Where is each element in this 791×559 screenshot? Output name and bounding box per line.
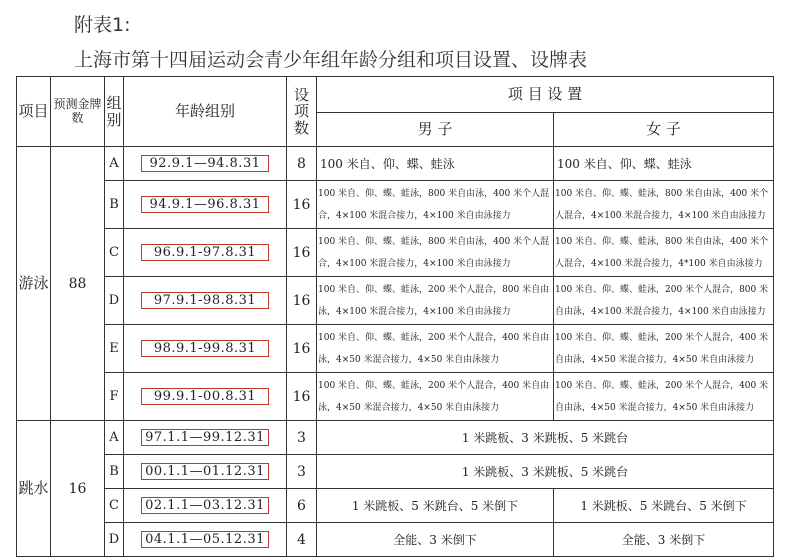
age-range: 99.9.1-00.8.31 xyxy=(141,388,269,405)
age-range: 02.1.1—03.12.31 xyxy=(141,497,269,514)
female-events: 100 米自、仰、蝶、蛙泳 xyxy=(554,147,774,181)
age-range: 00.1.1—01.12.31 xyxy=(141,463,269,480)
appendix-label: 附表1: xyxy=(74,14,131,36)
table-row xyxy=(17,229,774,277)
male-events: 100 米自、仰、蝶、蛙泳，200 米个人混合，800 米自由泳，4×100 米混合接力，4×100 米自由泳接力 xyxy=(317,277,554,325)
table-row xyxy=(17,277,774,325)
event-count: 6 xyxy=(287,489,317,523)
event-count: 16 xyxy=(287,277,317,325)
age-range: 97.9.1-98.8.31 xyxy=(141,292,269,309)
male-events: 100 米自、仰、蝶、蛙泳，200 米个人混合，400 米自由泳，4×50 米混合接力，4×50 米自由泳接力 xyxy=(317,373,554,421)
age-range: 98.9.1-99.8.31 xyxy=(141,340,269,357)
group-cell: D xyxy=(105,277,124,325)
male-events: 1 米跳板、5 米跳台、5 米倒下 xyxy=(317,489,554,523)
female-events: 100 米自、仰、蝶、蛙泳，800 米自由泳，400 米个人混合，4×100 米混合接力，4×100 米自由泳接力 xyxy=(554,181,774,229)
header-gold: 预测金牌数 xyxy=(51,77,105,147)
female-events: 100 米自、仰、蝶、蛙泳，200 米个人混合，800 米自由泳，4×100 米混合接力，4×100 米自由泳接力 xyxy=(554,277,774,325)
table-row xyxy=(17,489,774,523)
table-row xyxy=(17,455,774,489)
table-row xyxy=(17,181,774,229)
combined-events: 1 米跳板、3 米跳板、5 米跳台 xyxy=(317,421,774,455)
group-cell: A xyxy=(105,147,124,181)
age-range: 97.1.1—99.12.31 xyxy=(141,429,269,446)
table-row xyxy=(17,523,774,557)
header-male: 男 子 xyxy=(317,113,554,147)
event-count: 16 xyxy=(287,325,317,373)
event-count: 16 xyxy=(287,181,317,229)
combined-events: 1 米跳板、3 米跳板、5 米跳台 xyxy=(317,455,774,489)
male-events: 100 米自、仰、蝶、蛙泳 xyxy=(317,147,554,181)
header-count: 设项数 xyxy=(287,77,317,147)
group-cell: C xyxy=(105,229,124,277)
gold-swimming: 88 xyxy=(51,147,105,421)
male-events: 100 米自、仰、蝶、蛙泳，800 米自由泳，400 米个人混合，4×100 米混合接力，4×100 米自由泳接力 xyxy=(317,229,554,277)
events-table xyxy=(16,76,774,557)
female-events: 1 米跳板、5 米跳台、5 米倒下 xyxy=(554,489,774,523)
female-events: 全能、3 米倒下 xyxy=(554,523,774,557)
header-age: 年龄组别 xyxy=(124,77,287,147)
male-events: 全能、3 米倒下 xyxy=(317,523,554,557)
project-swimming: 游泳 xyxy=(17,147,51,421)
age-range: 96.9.1-97.8.31 xyxy=(141,244,269,261)
header-events: 项 目 设 置 xyxy=(317,77,774,113)
group-cell: E xyxy=(105,325,124,373)
gold-diving: 16 xyxy=(51,421,105,557)
document-title: 上海市第十四届运动会青少年组年龄分组和项目设置、设牌表 xyxy=(74,49,588,71)
female-events: 100 米自、仰、蝶、蛙泳，800 米自由泳，400 米个人混合，4×100 米混合接力，4*100 米自由泳接力 xyxy=(554,229,774,277)
event-count: 4 xyxy=(287,523,317,557)
table-row xyxy=(17,373,774,421)
age-range: 94.9.1—96.8.31 xyxy=(141,196,269,213)
table-row xyxy=(17,325,774,373)
event-count: 8 xyxy=(287,147,317,181)
group-cell: A xyxy=(105,421,124,455)
header-female: 女 子 xyxy=(554,113,774,147)
table-row xyxy=(17,421,774,455)
group-cell: C xyxy=(105,489,124,523)
age-range: 92.9.1—94.8.31 xyxy=(141,155,269,172)
event-count: 3 xyxy=(287,421,317,455)
age-range: 04.1.1—05.12.31 xyxy=(141,531,269,548)
female-events: 100 米自、仰、蝶、蛙泳，200 米个人混合，400 米自由泳，4×50 米混合接力，4×50 米自由泳接力 xyxy=(554,373,774,421)
male-events: 100 米自、仰、蝶、蛙泳，200 米个人混合，400 米自由泳，4×50 米混合接力，4×50 米自由泳接力 xyxy=(317,325,554,373)
male-events: 100 米自、仰、蝶、蛙泳，800 米自由泳，400 米个人混合，4×100 米混合接力，4×100 米自由泳接力 xyxy=(317,181,554,229)
header-group: 组别 xyxy=(105,77,124,147)
header-project: 项目 xyxy=(17,77,51,147)
project-diving: 跳水 xyxy=(17,421,51,557)
group-cell: B xyxy=(105,455,124,489)
female-events: 100 米自、仰、蝶、蛙泳，200 米个人混合，400 米自由泳，4×50 米混合接力，4×50 米自由泳接力 xyxy=(554,325,774,373)
group-cell: F xyxy=(105,373,124,421)
group-cell: D xyxy=(105,523,124,557)
event-count: 16 xyxy=(287,373,317,421)
group-cell: B xyxy=(105,181,124,229)
event-count: 3 xyxy=(287,455,317,489)
table-row xyxy=(17,147,774,181)
event-count: 16 xyxy=(287,229,317,277)
